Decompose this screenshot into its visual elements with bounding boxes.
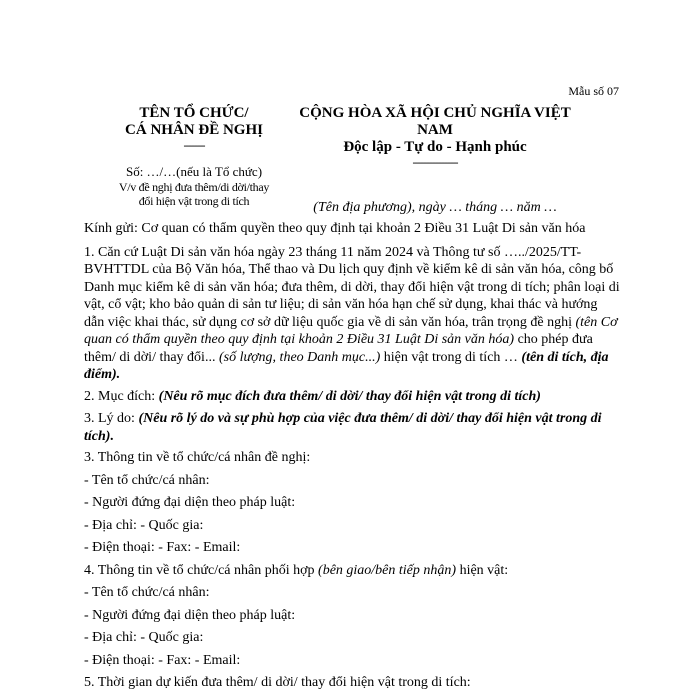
recipient: Kính gửi: Cơ quan có thẩm quyền theo quy định tại khoản 2 Điều 31 Luật Di sản văn hóa [84, 221, 586, 236]
nation-title: CỘNG HÒA XÃ HỘI CHỦ NGHĨA VIỆT NAM [299, 105, 571, 138]
section-1-text-c: hiện vật trong di tích … [380, 349, 522, 365]
section-1-authority-note: (tên Cơ quan có thẩm quyền theo quy định tại khoản 2 Điều 31 Luật Di sản văn hóa) [84, 314, 618, 347]
form-number: Mẫu số 07 [568, 84, 619, 98]
section-1-site-note: (tên di tích, địa điểm). [84, 349, 609, 382]
partner-contact: - Điện thoại: - Fax: - Email: [84, 652, 241, 668]
section-3-note: (Nêu rõ lý do và sự phù hợp của việc đưa thêm/ di dời/ thay đổi hiện vật trong di tích). [84, 411, 602, 444]
partner-representative: - Người đứng đại diện theo pháp luật: [84, 607, 296, 623]
requester-contact: - Điện thoại: - Fax: - Email: [84, 540, 241, 555]
right-divider: --------------- [412, 155, 458, 169]
requester-address: - Địa chỉ: - Quốc gia: [84, 517, 204, 533]
partner-org-name: - Tên tổ chức/cá nhân: [84, 585, 210, 600]
document-number: Số: …/…(nếu là Tổ chức) [125, 164, 263, 179]
section-2-note: (Nêu rõ mục đích đưa thêm/ di dời/ thay đổi hiện vật trong di tích) [158, 388, 541, 404]
section-1-quantity-note: (số lượng, theo Danh mục...) [218, 349, 381, 365]
subject-line1: V/v đề nghị đưa thêm/di dời/thay [118, 180, 270, 194]
national-header [285, 105, 585, 216]
subject-line2: đổi hiện vật trong di tích [138, 194, 250, 208]
section-4-title-note: (bên giao/bên tiếp nhận) [318, 562, 457, 578]
section-2-label: 2. Mục đích: [84, 388, 159, 404]
section-1-basis [84, 244, 620, 384]
section-4-title [84, 562, 620, 580]
left-divider: ------- [183, 138, 205, 152]
requester-org-name: - Tên tổ chức/cá nhân: [84, 472, 210, 488]
section-1-text-a: 1. Căn cứ Luật Di sản văn hóa ngày 23 tháng 11 năm 2024 và Thông tư số …../2025/TT-BVHTTDL của Bộ Văn hóa, Thể thao và Du lịch quy định về kiểm kê di sản văn hóa, công bố Danh mục kiểm kê di sản văn hóa; đưa thêm, di dời, thay đổi hiện vật trong di tích; phân loại di vật, cổ vật; kho bảo quản di sản tư liệu; di sản văn hóa hạn chế sử dụng, khai thác và hướng dẫn việc khai thác, sử dụng cơ sở dữ liệu quốc gia về di sản văn hóa, trân trọng đề nghị [84, 244, 620, 330]
section-3-reason [84, 410, 620, 445]
document-body [84, 220, 620, 697]
org-name-line2: CÁ NHÂN ĐỀ NGHỊ [125, 122, 263, 138]
organization-header [78, 105, 310, 208]
place-date: (Tên địa phương), ngày … tháng … năm … [313, 200, 557, 215]
section-4-title-a: 4. Thông tin về tổ chức/cá nhân phối hợp [84, 562, 319, 578]
section-4-title-b: hiện vật: [456, 562, 509, 578]
section-3-label: 3. Lý do: [84, 411, 139, 426]
org-name-line1: TÊN TỔ CHỨC/ [139, 105, 249, 121]
requester-representative: - Người đứng đại diện theo pháp luật: [84, 495, 296, 510]
national-motto: Độc lập - Tự do - Hạnh phúc [343, 139, 527, 155]
section-2-purpose [84, 388, 620, 406]
section-3-title: 3. Thông tin về tổ chức/cá nhân đề nghị: [84, 450, 311, 465]
section-5-title: 5. Thời gian dự kiến đưa thêm/ di dời/ thay đổi hiện vật trong di tích: [84, 675, 471, 690]
section-1-text-b: cho phép đưa thêm/ di dời/ thay đổi... [84, 332, 593, 365]
partner-address: - Địa chỉ: - Quốc gia: [84, 630, 204, 645]
